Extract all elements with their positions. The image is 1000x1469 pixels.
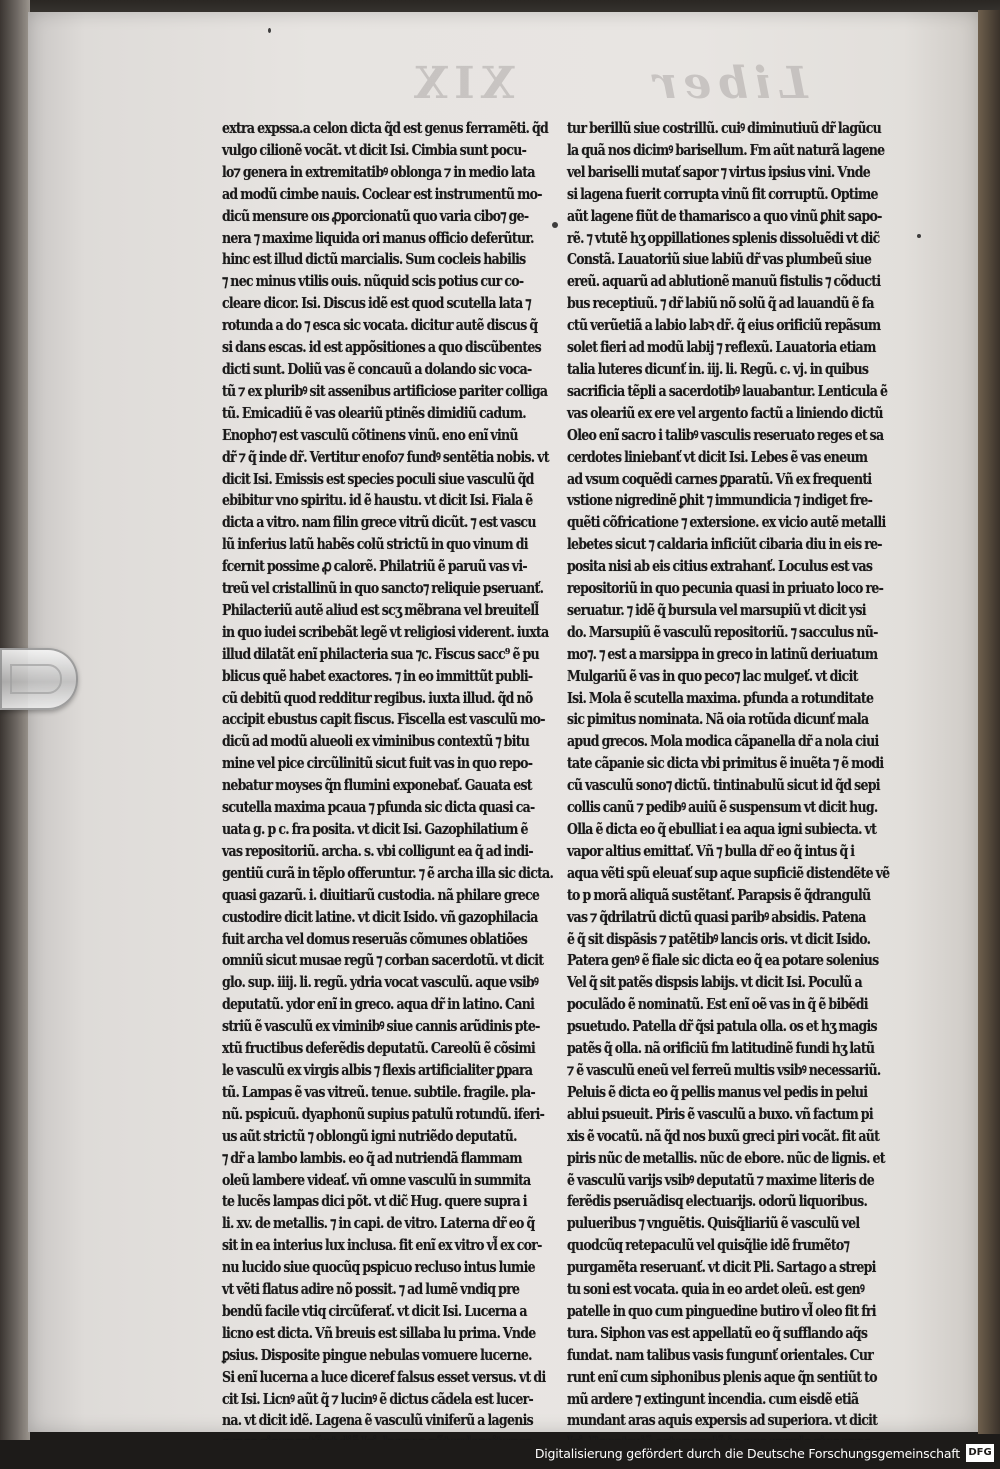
text-line: ⁊ ẽ vasculũ eneũ vel ferreũ multis vsibꝰ necessariũ. [567, 1060, 881, 1079]
text-line: xis ẽ vocatũ. nã q̃d nos buxũ greci piri vocãt. fit aũt [567, 1126, 880, 1145]
text-line: tũ. Emicadiũ ẽ vas oleariũ ptinẽs dimidiũ cadum. [222, 403, 526, 422]
text-line: Patera genꝰ ẽ fiale sic dicta eo q̃ ea potare solenius [567, 951, 879, 970]
text-line: mundant aras aquis expersis ad superiora. vt dicit [567, 1411, 878, 1430]
text-line: talia luteres dicunť in. iij. li. Regũ. c. vj. in quibus [567, 359, 869, 378]
dfg-logo: DFG [966, 1444, 994, 1462]
text-line: ⁊ nec minus vtilis ouis. nũquid scis potius cur co- [222, 272, 524, 291]
text-line: glo. sup. iiij. li. regũ. ydria vocat vasculũ. aque vsibꝰ [222, 973, 539, 992]
text-line: ad vsum coquẽdi carnes ꝑparatũ. Vñ ex frequenti [567, 469, 872, 488]
text-line: tũ. Lampas ẽ vas vitreũ. tenue. subtile. fragile. pla- [222, 1082, 536, 1101]
text-line: ⁊ dr̃ a lambo lambis. eo q̃ ad nutriendã flammam [222, 1148, 522, 1167]
text-line: dicta a vitro. nam filin grece vitrũ dicũt. ⁊ est vascu [222, 513, 536, 532]
text-line: psuetudo. Patella dr̃ q̃si patula olla. os et hʒ magis [567, 1017, 877, 1036]
text-line: sit in ea interius lux inclusa. fit enĩ ex vitro vl̃ ex cor- [222, 1236, 542, 1255]
text-line: solet fieri ad modũ labij ⁊ reflexũ. Lauatoria etiam [567, 338, 876, 357]
text-line: lo⁊ genera in extremitatibꝰ oblonga ⁊ in medio lata [222, 162, 535, 181]
text-line: tur berillũ siue costrillũ. cuiꝰ diminutiuũ dr̃ lagũcu [567, 119, 882, 137]
text-line: Vel q̃ sit patẽs dispsis labijs. vt dicit Isi. Poculũ a [567, 973, 862, 992]
text-line: aqua vẽti spũ eleuať sup aque supficiẽ distendẽte vẽ [567, 863, 890, 882]
text-line: li. xv. de metallis. ⁊ in capi. de vitro. Laterna dr̃ eo q̃ [222, 1214, 535, 1233]
text-line: mũ ardere ⁊ extingunt incendia. cum eisdẽ etiã [567, 1389, 859, 1408]
text-line: nera ⁊ maxime liquida ori manus officio deferũtur. [222, 228, 534, 247]
text-line: vulgo cilionẽ vocãt. vt dicit Isi. Cimbia sunt pocu- [222, 140, 527, 159]
text-line: extra expssa.a celon dicta q̃d est genus ferramẽti. q̃d [222, 119, 549, 137]
text-line: ebibitur vno spiritu. id ẽ haustu. vt dicit Isi. Fiala ẽ [222, 491, 533, 510]
text-line: le vasculũ ex virgis albis ⁊ flexis artificialiter ꝑpara [222, 1060, 533, 1079]
text-line: quodcũq retepaculũ vel quisq̃lie idẽ frumẽto⁊ [567, 1236, 850, 1255]
text-line: tura. Siphon vas est appellatũ eo q̃ sufflando aq̃s [567, 1323, 868, 1342]
text-line: ẽ q̃ sit dispãsis ⁊ patẽtibꝰ lancis oris. vt dicit Isido. [567, 929, 871, 948]
text-line: mo⁊. ⁊ est a marsippa in greco in latinũ deriuatum [567, 644, 878, 663]
bleed-through-word: Liber [648, 58, 808, 109]
text-line: piris nũc de metallis. nũc de ebore. nũc de lignis. et [567, 1148, 885, 1167]
text-line: la quã nos dicimꝰ barisellum. Fm aũt naturã lagene [567, 140, 885, 159]
text-line: cũ vasculũ sono⁊ dictũ. tintinabulũ sicut id q̃d sepi [567, 776, 880, 795]
text-line: poculãdo ẽ nominatũ. Est enĩ oẽ vas in q̃ ẽ bibẽdi [567, 995, 868, 1014]
text-line: xtũ fructibus deferẽdis deputatũ. Careolũ ẽ cõsimi [222, 1039, 536, 1058]
text-line: omniũ sicut musae regũ ⁊ corban sacerdotũ. vt dicit [222, 951, 544, 970]
text-line: striũ ẽ vasculũ ex viminibꝰ siue cannis arũdinis pte- [222, 1017, 540, 1036]
text-line: bendũ facile vtiq circũferať. vt dicit Isi. Lucerna a [222, 1301, 527, 1320]
text-line: lebetes sicut ⁊ caldaria inficiũt cibaria diu in eis re- [567, 535, 882, 554]
text-line: ctũ verũetiã a labio labꝛ dr̃. q̃ eius orificiũ repãsum [567, 316, 881, 335]
text-line: tũ ⁊ ex pluribꝰ sit assenibus artificiose pariter colliga [222, 381, 548, 400]
text-line: Philacteriũ autẽ aliud est scʒ mẽbrana vel breuitell̃ [222, 600, 539, 619]
ink-dot [268, 28, 271, 33]
funding-credit: Digitalisierung gefördert durch die Deutsche Forschungsgemeinschaft [534, 1446, 960, 1461]
text-line: patelle in quo cum pinguedine butiro vl̃ oleo fit fri [567, 1301, 876, 1320]
text-line: Constã. Lauatoriũ siue labiũ dr̃ vas plumbeũ siue [567, 250, 872, 269]
text-line: na. vt dicit idẽ. Lagena ẽ vasculũ viniferũ a lagenis [222, 1411, 533, 1430]
text-line: repositoriũ in quo pecunia quasi in priuato loco re- [567, 579, 884, 598]
text-line: illud dilatãt enĩ philacteria sua ⁊c. Fiscus sacc⁹ ẽ pu [222, 644, 539, 663]
ink-dot [917, 234, 921, 238]
text-line: tate cãpanie sic dicta vbi primitus ẽ inuẽta ⁊ ẽ modi [567, 754, 884, 773]
text-line: vel bariselli mutať sapor ⁊ virtus ipsius vini. Vnde [567, 162, 871, 181]
footer-bar [0, 1440, 1000, 1469]
text-line: Enopho⁊ est vasculũ cõtinens vinũ. eno enĩ vinũ [222, 425, 518, 444]
text-line: in quo iudei scribebãt legẽ vt religiosi viderent. iuxta [222, 622, 549, 641]
text-line: runt enĩ cum siphonibus plenis aque q̃n sentiũt to [567, 1367, 877, 1386]
text-line: mine vel pice circũlinitũ sicut fuit vas in quo repo- [222, 754, 533, 773]
text-line: us aũt strictũ ⁊ oblongũ igni nutriẽdo deputatũ. [222, 1126, 517, 1145]
text-line: nu lucido siue quocũq pspicuo recluso intus lumie [222, 1258, 535, 1277]
page-clip-inner [10, 664, 62, 694]
text-line: ad modũ cimbe nauis. Coclear est instrumentũ mo- [222, 184, 542, 203]
text-line: accipit ebustus capit fiscus. Fiscella est vasculũ mo- [222, 710, 545, 729]
text-line: apud grecos. Mola modica cãpanella dr̃ a nola ciui [567, 732, 879, 751]
text-line: Olla ẽ dicta eo q̃ ebulliat i ea aqua igni subiecta. vt [567, 820, 877, 838]
text-line: bus receptiuũ. ⁊ dr̃ labiũ nõ solũ q̃ ad lauandũ ẽ fa [567, 294, 874, 313]
text-line: aũt lagene fiũt de thamarisco a quo vinũ ꝑhit sapo- [567, 206, 882, 225]
text-line: quẽti cõfricatione ⁊ extersione. ex vicio autẽ metalli [567, 513, 886, 532]
text-line: purgamẽta reseruanť. vt dicit Pli. Sartago a strepi [567, 1258, 876, 1277]
text-line: vapor altius emittať. Vñ ⁊ bulla dr̃ eo q̃ intus q̃ i [567, 841, 855, 860]
text-line: blicus quẽ habet exactores. ⁊ in eo immittũt publi- [222, 666, 533, 685]
text-line: scutella maxima pcaua ⁊ pfunda sic dicta quasi ca- [222, 798, 535, 817]
text-line: nebatur moyses q̃n flumini exponebať. Gauata est [222, 776, 532, 795]
text-line: posita nisi ab eis citius extrahanť. Loculus est vas [567, 557, 873, 576]
text-line: fuit archa vel domus reseruãs cõmunes oblatiões [222, 929, 528, 948]
text-line: vstione nigredinẽ ꝑhit ⁊ immundicia ⁊ indiget fre- [567, 491, 873, 510]
book-spine [0, 0, 30, 1440]
text-line: to p morã aliquã sustẽtanť. Parapsis ẽ q̃drangulũ [567, 885, 871, 904]
text-line: dicti sunt. Doliũ vas ẽ concauũ a dolando sic voca- [222, 359, 532, 378]
text-line: Si enĩ lucerna a luce diceref falsus esset versus. vt di [222, 1367, 546, 1386]
text-line: treũ vel cristallinũ in quo sancto⁊ reliquie pseruanť. [222, 579, 544, 598]
text-line: tu soni est vocata. quia in eo ardet oleũ. est genꝰ [567, 1280, 865, 1299]
bleed-through-numeral: XIX [408, 58, 515, 109]
text-line: dicit Isi. Emissis est species poculi siue vasculũ q̃d [222, 469, 534, 488]
text-line: dr̃ ⁊ q̃ inde dr̃. Vertitur enofo⁊ fundꝰ sentẽtia nobis. vt [222, 447, 549, 466]
text-line: Peluis ẽ dicta eo q̃ pellis manus vel pedis in pelui [567, 1082, 868, 1101]
page-clip [0, 648, 78, 710]
text-line: do. Marsupiũ ẽ vasculũ repositoriũ. ⁊ sacculus nũ- [567, 622, 878, 641]
text-line: ablui psueuit. Piris ẽ vasculũ a buxo. vñ factum pi [567, 1104, 873, 1123]
text-line: te lucẽs lampas dici põt. vt dic̃ Hug. quere supra i [222, 1192, 527, 1211]
text-line: nũ. pspicuũ. dyaphonũ supius patulũ rotundũ. iferi- [222, 1104, 545, 1123]
text-line: Oleo enĩ sacro i talibꝰ vasculis reseruato reges et sa [567, 425, 884, 444]
text-line: rotunda a do ⁊ esca sic vocata. dicitur autẽ discus q̃ [222, 316, 538, 335]
text-column-right [567, 118, 903, 1454]
text-line: collis canũ ⁊ pedibꝰ auiũ ẽ suspensum vt dicit hug. [567, 798, 878, 817]
text-line: licno est dicta. Vñ breuis est sillaba lu prima. Vnde [222, 1323, 536, 1342]
text-line: si lagena fuerit corrupta vinũ fit corruptũ. Optime [567, 184, 878, 203]
text-line: ꝑsius. Disposite pingue nebulas vomuere lucerne. [222, 1345, 532, 1364]
text-line: cit Isi. Licnꝰ aũt q̃ ⁊ lucinꝰ ẽ dictus cãdela est lucer- [222, 1389, 533, 1408]
text-line: dicũ ad modũ alueoli ex viminibus contextũ ⁊ bitu [222, 732, 530, 751]
text-line: ẽ vasculũ varijs vsibꝰ deputatũ ⁊ maxime literis de [567, 1170, 874, 1189]
text-line: cleare dicor. Isi. Discus idẽ est quod scutella lata ⁊ [222, 294, 531, 313]
text-line: seruatur. ⁊ idẽ q̃ bursula vel marsupiũ vt dicit ysi [567, 600, 866, 619]
text-line: oleũ lambere videať. vñ omne vasculũ in summita [222, 1170, 531, 1189]
text-line: vas ⁊ q̃drilatrũ dictũ quasi paribꝰ absidis. Patena [567, 907, 866, 926]
text-line: patẽs q̃ olla. nã orificiũ fm latitudinẽ fundi hʒ latũ [567, 1039, 875, 1058]
text-line: fcernit possime ꝓ calorẽ. Philatriũ ẽ paruũ vas vi- [222, 557, 527, 576]
page-stack-edge [978, 10, 1000, 1434]
text-line: sacrificia tẽpli a sacerdotibꝰ lauabantur. Lenticula ẽ [567, 381, 888, 400]
text-line: cerdotes liniebanť vt dicit Isi. Lebes ẽ vas eneum [567, 447, 868, 466]
text-line: uata g. p c. fra posita. vt dicit Isi. Gazophilatium ẽ [222, 820, 528, 838]
ink-dot [552, 222, 558, 228]
text-line: sic pimitus nominata. Nã oia rotũda dicunť mala [567, 710, 869, 729]
text-line: si dans escas. id est appõsitiones a quo discũbentes [222, 338, 541, 357]
text-column-left [222, 118, 554, 1454]
text-line: cũ debitũ quod redditur regibus. iuxta illud. q̃d nõ [222, 688, 533, 707]
text-line: dicũ mensure oıs ꝓporcionatũ quo varia cibo⁊ ge- [222, 206, 529, 225]
text-line: ferẽdis pseruãdisq electuarijs. odorũ liquoribus. [567, 1192, 868, 1211]
text-line: fundat. nam talibus vasis fungunť orientales. Cur [567, 1345, 874, 1364]
text-line: hinc est illud dictũ marcialis. Sum cocleis habilis [222, 250, 526, 269]
text-line: rẽ. ⁊ vtutẽ hʒ oppillationes splenis dissoluẽdi vt dic̃ [567, 228, 880, 247]
text-line: quasi gazarũ. i. diuitiarũ custodia. nã philare grece [222, 885, 540, 904]
text-line: pulueribus ⁊ vnguẽtis. Quisq̃liariũ ẽ vasculũ vel [567, 1214, 860, 1233]
text-line: vas oleariũ ex ere vel argento factũ a liniendo dictũ [567, 403, 883, 422]
text-line: lũ inferius latũ habẽs colũ strictũ in quo vinum di [222, 535, 528, 554]
text-line: gentiũ curã in tẽplo offeruntur. ⁊ ẽ archa illa sic dicta. [222, 863, 554, 882]
text-line: deputatũ. ydor enĩ in greco. aqua dr̃ in latino. Cani [222, 995, 535, 1014]
text-line: custodire dicit latine. vt dicit Isido. vñ gazophilacia [222, 907, 538, 926]
text-line: ereũ. aquarũ ad ablutionẽ manuũ fistulis ⁊ cõducti [567, 272, 881, 291]
text-line: vt vẽti flatus adire nõ possit. ⁊ ad lumẽ vndiq pre [222, 1280, 520, 1299]
text-line: vas repositoriũ. archa. s. vbi colligunt ea q̃ ad indi- [222, 841, 533, 860]
text-line: Isi. Mola ẽ scutella maxima. pfunda a rotunditate [567, 688, 874, 707]
text-line: Mulgariũ ẽ vas in quo peco⁊ lac mulgeť. vt dicit [567, 666, 858, 685]
